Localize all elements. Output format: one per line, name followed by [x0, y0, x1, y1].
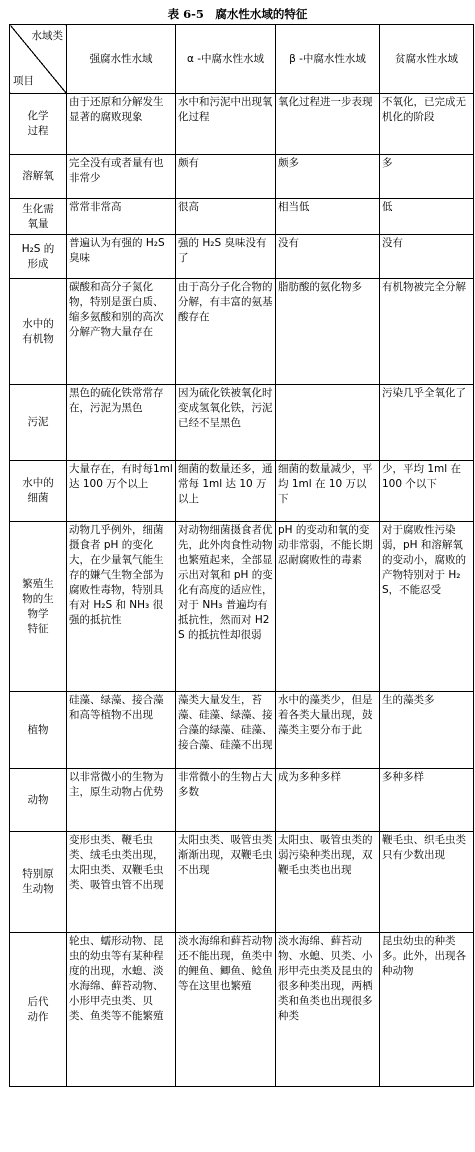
column-header: 强腐水性水域 — [67, 25, 176, 94]
table-cell: 颇多 — [276, 155, 380, 199]
table-cell: 少，平均 1ml 在 100 个以下 — [380, 461, 474, 522]
table-cell: 水中的藻类少，但是着各类大量出现，鼓藻类主要分布于此 — [276, 692, 380, 769]
row-label: 繁殖生 物的生 物学 特征 — [10, 522, 67, 692]
table-cell: 轮虫、蠕形动物、昆虫的幼虫等有某种程度的出现，水螅、淡水海绵、藓苔动物、小形甲壳虫类、贝类、鱼类等不能繁殖 — [67, 933, 176, 1087]
saprobic-table — [9, 24, 474, 1087]
row-label: 动物 — [10, 769, 67, 832]
table-cell: 多种多样 — [380, 769, 474, 832]
table-cell: 因为硫化铁被氧化时变成氢氧化铁，污泥已经不呈黑色 — [176, 385, 276, 461]
table-cell: 细菌的数量减少，平均 1ml 在 10 万以下 — [276, 461, 380, 522]
table-cell: 有机物被完全分解 — [380, 279, 474, 385]
table-body — [10, 25, 474, 1087]
table-cell: 常常非常高 — [67, 199, 176, 235]
table-cell: 碳酸和高分子氮化物，特别是蛋白质、缩多氨酸和别的高次分解产物大量存在 — [67, 279, 176, 385]
table-cell: 强的 H₂S 臭味没有了 — [176, 235, 276, 279]
table-row — [10, 832, 474, 933]
table-cell — [276, 385, 380, 461]
table-cell: 生的藻类多 — [380, 692, 474, 769]
table-row — [10, 199, 474, 235]
row-label: 溶解氧 — [10, 155, 67, 199]
table-cell: 大量存在，有时每1ml 达 100 万个以上 — [67, 461, 176, 522]
table-row — [10, 461, 474, 522]
corner-cell — [10, 25, 67, 94]
table-cell: 由于高分子化合物的分解，有丰富的氨基酸存在 — [176, 279, 276, 385]
row-label: 污泥 — [10, 385, 67, 461]
table-row — [10, 279, 474, 385]
table-cell: 氧化过程进一步表现 — [276, 94, 380, 155]
table-cell: 以非常微小的生物为主，原生动物占优势 — [67, 769, 176, 832]
corner-bottom-label: 项目 — [13, 75, 34, 87]
table-cell: 藻类大量发生，苔藻、硅藻、绿藻、接合藻的绿藻、硅藻、接合藻、硅藻不出现 — [176, 692, 276, 769]
table-cell: 对动物细菌摄食者优先，此外肉食性动物也繁殖起来，全部显示出对氧和 pH 的变化有高度的适应性，对于 NH₃ 普遍均有抵抗性，然而对 H2S 的抵抗性却很弱 — [176, 522, 276, 692]
table-cell: 太阳虫、吸管虫类的弱污染种类出现，双鞭毛虫类也出现 — [276, 832, 380, 933]
row-label: 化学 过程 — [10, 94, 67, 155]
table-cell: 鞭毛虫、织毛虫类只有少数出现 — [380, 832, 474, 933]
table-cell: 很高 — [176, 199, 276, 235]
table-row — [10, 155, 474, 199]
table-row — [10, 94, 474, 155]
table-cell: 昆虫幼虫的种类多。此外，出现各种动物 — [380, 933, 474, 1087]
row-label: 水中的 细菌 — [10, 461, 67, 522]
column-header: 贫腐水性水域 — [380, 25, 474, 94]
table-cell: 水中和污泥中出现氧化过程 — [176, 94, 276, 155]
table-row — [10, 769, 474, 832]
corner-top-label: 水域类 — [31, 30, 63, 42]
table-cell: 普遍认为有强的 H₂S 臭味 — [67, 235, 176, 279]
table-cell: 对于腐败性污染弱，pH 和溶解氧的变动小，腐败的产物特别对于 H₂S，不能忍受 — [380, 522, 474, 692]
column-header: β -中腐水性水域 — [276, 25, 380, 94]
table-cell: 黑色的硫化铁常常存在，污泥为黑色 — [67, 385, 176, 461]
table-row — [10, 692, 474, 769]
table-cell: 非常微小的生物占大多数 — [176, 769, 276, 832]
row-label: 后代 动作 — [10, 933, 67, 1087]
table-cell: 颇有 — [176, 155, 276, 199]
row-label: 水中的 有机物 — [10, 279, 67, 385]
header-row — [10, 25, 474, 94]
table-cell: 相当低 — [276, 199, 380, 235]
table-cell: 由于还原和分解发生 显著的腐败现象 — [67, 94, 176, 155]
table-cell: 太阳虫类、吸管虫类渐渐出现，双鞭毛虫不出现 — [176, 832, 276, 933]
table-cell: 不氧化，已完成无机化的阶段 — [380, 94, 474, 155]
table-cell: 淡水海绵和藓苔动物还不能出现，鱼类中的鲤鱼、鲫鱼、鲶鱼等在这里也繁殖 — [176, 933, 276, 1087]
table-row — [10, 933, 474, 1087]
table-title: 表 6-5 腐水性水域的特征 — [167, 7, 308, 21]
table-row — [10, 522, 474, 692]
table-cell: 动物几乎例外，细菌摄食者 pH 的变化大，在少量氧气能生存的嫌气生物全部为腐败性毒物，特别具有对 H₂S 和 NH₃ 很强的抵抗性 — [67, 522, 176, 692]
row-label: 特别原 生动物 — [10, 832, 67, 933]
table-cell: 完全没有或者量有也非常少 — [67, 155, 176, 199]
row-label: 生化需 氧量 — [10, 199, 67, 235]
table-cell: 硅藻、绿藻、接合藻和高等植物不出现 — [67, 692, 176, 769]
table-cell: 脂肪酸的氨化物多 — [276, 279, 380, 385]
table-row — [10, 385, 474, 461]
table-cell: 多 — [380, 155, 474, 199]
table-cell: 淡水海绵、藓苔动物、水螅、贝类、小形甲壳虫类及昆虫的很多种类出现，两栖类和鱼类也出现很多种类 — [276, 933, 380, 1087]
table-cell: 细菌的数量还多，通常每 1ml 达 10 万以上 — [176, 461, 276, 522]
column-header: α -中腐水性水域 — [176, 25, 276, 94]
table-cell: 变形虫类、鞭毛虫类、绒毛虫类出现，太阳虫类、双鞭毛虫类、吸管虫管不出现 — [67, 832, 176, 933]
table-cell: 污染几乎全氧化了 — [380, 385, 474, 461]
row-label: H₂S 的 形成 — [10, 235, 67, 279]
row-label: 植物 — [10, 692, 67, 769]
table-cell: 没有 — [380, 235, 474, 279]
table-row — [10, 235, 474, 279]
table-cell: 成为多种多样 — [276, 769, 380, 832]
table-cell: 没有 — [276, 235, 380, 279]
table-cell: pH 的变动和氧的变动非常弱，不能长期忍耐腐败性的毒素 — [276, 522, 380, 692]
table-cell: 低 — [380, 199, 474, 235]
